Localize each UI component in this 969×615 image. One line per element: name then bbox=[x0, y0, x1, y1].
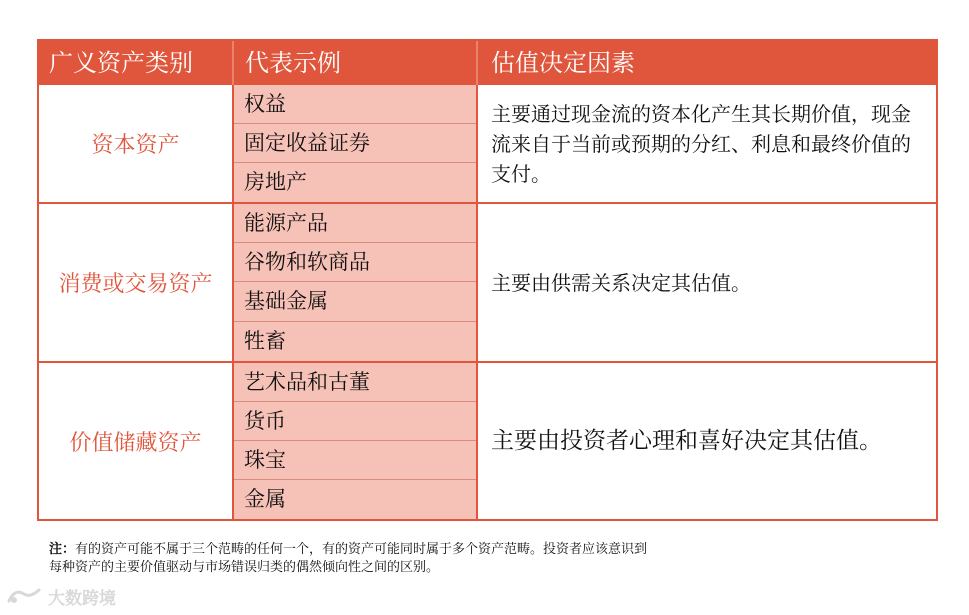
watermark-logo-icon bbox=[6, 586, 42, 606]
category-store-of-value-assets: 价值储藏资产 bbox=[69, 430, 202, 456]
example-cell: 谷物和软商品 bbox=[234, 243, 476, 282]
valuation-capital-assets bbox=[481, 85, 931, 202]
header-category: 广义资产类别 bbox=[49, 49, 193, 77]
example-cell: 艺术品和古董 bbox=[234, 363, 476, 402]
header-valuation: 估值决定因素 bbox=[491, 49, 635, 77]
header-divider bbox=[232, 41, 234, 85]
category-consumable-assets: 消费或交易资产 bbox=[58, 272, 213, 297]
example-cell: 固定收益证券 bbox=[234, 124, 476, 163]
footnote-line-2: 每种资产的主要价值驱动与市场错误归类的偶然倾向性之间的区别。 bbox=[49, 560, 440, 575]
example-cell: 房地产 bbox=[234, 163, 476, 202]
footnote-line-1 bbox=[49, 541, 909, 559]
footnote-label: 注： bbox=[49, 542, 76, 557]
example-cell: 金属 bbox=[234, 480, 476, 519]
example-cell: 能源产品 bbox=[234, 204, 476, 243]
valuation-text: 主要由投资者心理和喜好决定其估值。 bbox=[491, 428, 882, 454]
example-cell: 珠宝 bbox=[234, 441, 476, 480]
example-cell: 基础金属 bbox=[234, 282, 476, 322]
example-cell: 货币 bbox=[234, 402, 476, 441]
header-examples: 代表示例 bbox=[245, 49, 341, 77]
valuation-text: 主要通过现金流的资本化产生其长期价值，现金流来自于当前或预期的分红、利息和最终价值的支付。 bbox=[491, 101, 911, 186]
example-cell: 牲畜 bbox=[234, 322, 476, 361]
example-cell: 权益 bbox=[234, 85, 476, 124]
watermark-text: 大数跨境 bbox=[48, 588, 116, 609]
header-divider bbox=[476, 41, 478, 85]
footnote-text-1: 有的资产可能不属于三个范畴的任何一个，有的资产可能同时属于多个资产范畴。投资者应该意识到 bbox=[75, 542, 648, 557]
valuation-store-of-value-assets bbox=[481, 363, 931, 519]
column-divider bbox=[476, 85, 478, 519]
footnote bbox=[49, 541, 909, 577]
category-capital-assets: 资本资产 bbox=[91, 133, 180, 158]
valuation-consumable-assets bbox=[481, 204, 931, 361]
watermark bbox=[6, 585, 116, 607]
table-header-row bbox=[39, 41, 936, 85]
asset-class-table bbox=[37, 39, 938, 521]
valuation-text: 主要由供需关系决定其估值。 bbox=[491, 270, 751, 295]
